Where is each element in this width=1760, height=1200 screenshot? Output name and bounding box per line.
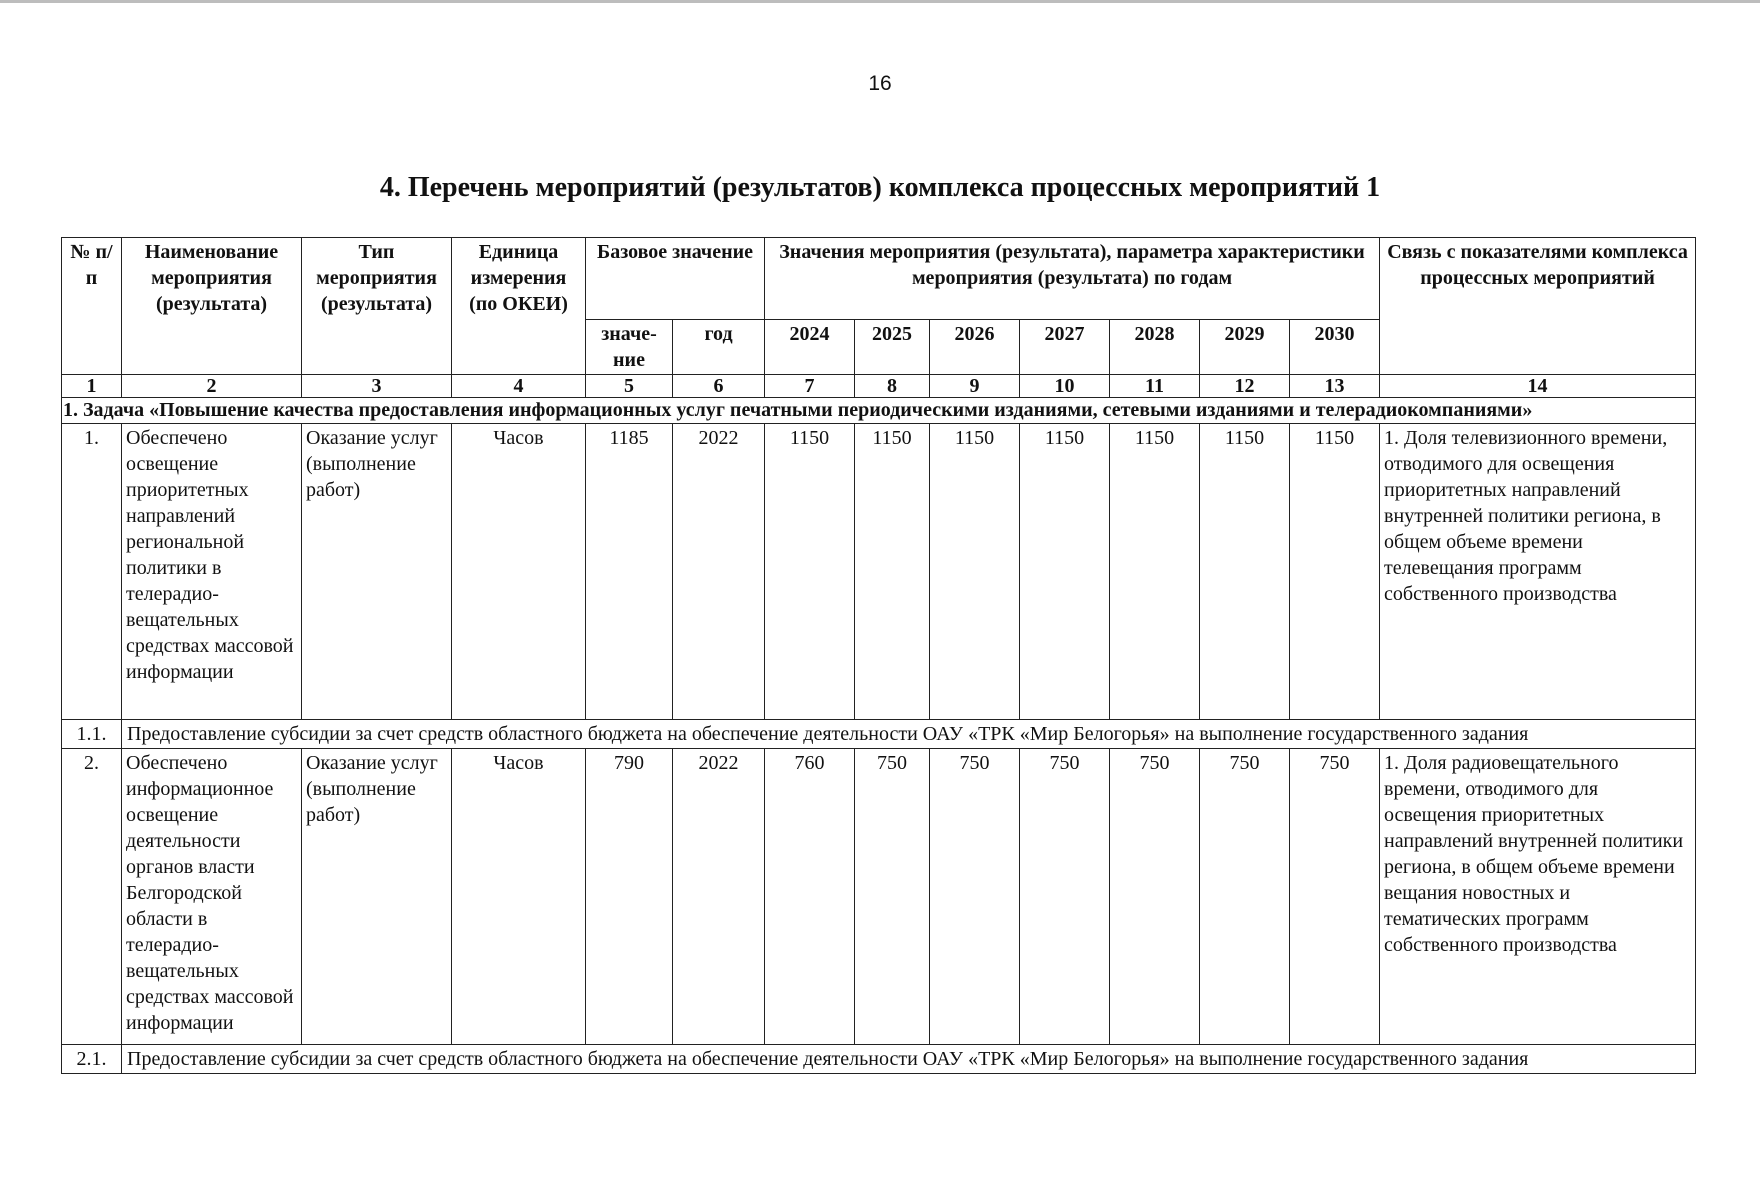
- table-row: [62, 424, 1696, 720]
- row-value-2025: 750: [855, 749, 930, 1045]
- column-number: 12: [1200, 375, 1290, 398]
- row-base-value: 1185: [586, 424, 673, 720]
- row-type: Оказание услуг (выполнение работ): [302, 749, 452, 1045]
- row-value-2028: 750: [1110, 749, 1200, 1045]
- row-unit: Часов: [452, 424, 586, 720]
- row-value-2028: 1150: [1110, 424, 1200, 720]
- column-number: 2: [122, 375, 302, 398]
- page-number: 16: [868, 72, 892, 95]
- table-wrapper: [61, 237, 1695, 1074]
- row-number: 1.: [62, 424, 122, 720]
- activities-table: [61, 237, 1696, 1074]
- section-title: 1. Задача «Повышение качества предоставления информационных услуг печатными периодическими изданиями, сетевыми изданиями и телерадиокомпаниями»: [62, 398, 1696, 424]
- row-value-2030: 1150: [1290, 424, 1380, 720]
- column-number: 1: [62, 375, 122, 398]
- row-value-2027: 1150: [1020, 424, 1110, 720]
- row-link: 1. Доля радиовещательного времени, отводимого для освещения приоритетных направлений внутренней политики региона, в общем объеме времени вещания новостных и тематических программ собственного производства: [1380, 749, 1696, 1045]
- header-link: Связь с показателями комплекса процессных мероприятий: [1380, 238, 1696, 375]
- header-base: Базовое значение: [586, 238, 765, 320]
- column-number: 3: [302, 375, 452, 398]
- column-number-row: [62, 375, 1696, 398]
- header-year: 2025: [855, 320, 930, 375]
- row-value-2026: 1150: [930, 424, 1020, 720]
- column-number: 8: [855, 375, 930, 398]
- row-base-year: 2022: [673, 749, 765, 1045]
- header-year: 2027: [1020, 320, 1110, 375]
- header-num: № п/п: [62, 238, 122, 375]
- column-number: 9: [930, 375, 1020, 398]
- row-name: Обеспечено информационное освещение деятельности органов власти Белгородской области в телерадио-вещательных средствах массовой информации: [122, 749, 302, 1045]
- sub-row-text: Предоставление субсидии за счет средств областного бюджета на обеспечение деятельности ОАУ «ТРК «Мир Белогорья» на выполнение государственного задания: [122, 720, 1696, 749]
- header-type: Тип мероприятия (результата): [302, 238, 452, 375]
- header-year: 2026: [930, 320, 1020, 375]
- table-row: [62, 749, 1696, 1045]
- row-base-value: 790: [586, 749, 673, 1045]
- row-value-2024: 1150: [765, 424, 855, 720]
- header-base-year: год: [673, 320, 765, 375]
- page-top-rule: [0, 0, 1760, 3]
- row-value-2025: 1150: [855, 424, 930, 720]
- header-year: 2030: [1290, 320, 1380, 375]
- row-number: 2.: [62, 749, 122, 1045]
- section-row: [62, 398, 1696, 424]
- row-value-2029: 1150: [1200, 424, 1290, 720]
- column-number: 14: [1380, 375, 1696, 398]
- row-link: 1. Доля телевизионного времени, отводимого для освещения приоритетных направлений внутренней политики региона, в общем объеме времени телевещания программ собственного производства: [1380, 424, 1696, 720]
- row-value-2027: 750: [1020, 749, 1110, 1045]
- header-year: 2024: [765, 320, 855, 375]
- column-number: 6: [673, 375, 765, 398]
- document-title: 4. Перечень мероприятий (результатов) комплекса процессных мероприятий 1: [379, 172, 1381, 203]
- header-year: 2029: [1200, 320, 1290, 375]
- column-number: 13: [1290, 375, 1380, 398]
- column-number: 7: [765, 375, 855, 398]
- row-value-2030: 750: [1290, 749, 1380, 1045]
- header-values: Значения мероприятия (результата), параметра характеристики мероприятия (результата) по годам: [765, 238, 1380, 320]
- column-number: 5: [586, 375, 673, 398]
- sub-row-text: Предоставление субсидии за счет средств областного бюджета на обеспечение деятельности ОАУ «ТРК «Мир Белогорья» на выполнение государственного задания: [122, 1045, 1696, 1074]
- sub-row-number: 2.1.: [62, 1045, 122, 1074]
- header-base-value: значе-ние: [586, 320, 673, 375]
- row-value-2026: 750: [930, 749, 1020, 1045]
- row-type: Оказание услуг (выполнение работ): [302, 424, 452, 720]
- column-number: 10: [1020, 375, 1110, 398]
- header-row-1: [62, 238, 1696, 320]
- column-number: 11: [1110, 375, 1200, 398]
- row-value-2029: 750: [1200, 749, 1290, 1045]
- header-unit: Единица измерения (по ОКЕИ): [452, 238, 586, 375]
- sub-row: [62, 1045, 1696, 1074]
- sub-row: [62, 720, 1696, 749]
- row-value-2024: 760: [765, 749, 855, 1045]
- row-base-year: 2022: [673, 424, 765, 720]
- row-name: Обеспечено освещение приоритетных направлений региональной политики в телерадио-вещательных средствах массовой информации: [122, 424, 302, 720]
- sub-row-number: 1.1.: [62, 720, 122, 749]
- header-year: 2028: [1110, 320, 1200, 375]
- row-unit: Часов: [452, 749, 586, 1045]
- column-number: 4: [452, 375, 586, 398]
- header-name: Наименование мероприятия (результата): [122, 238, 302, 375]
